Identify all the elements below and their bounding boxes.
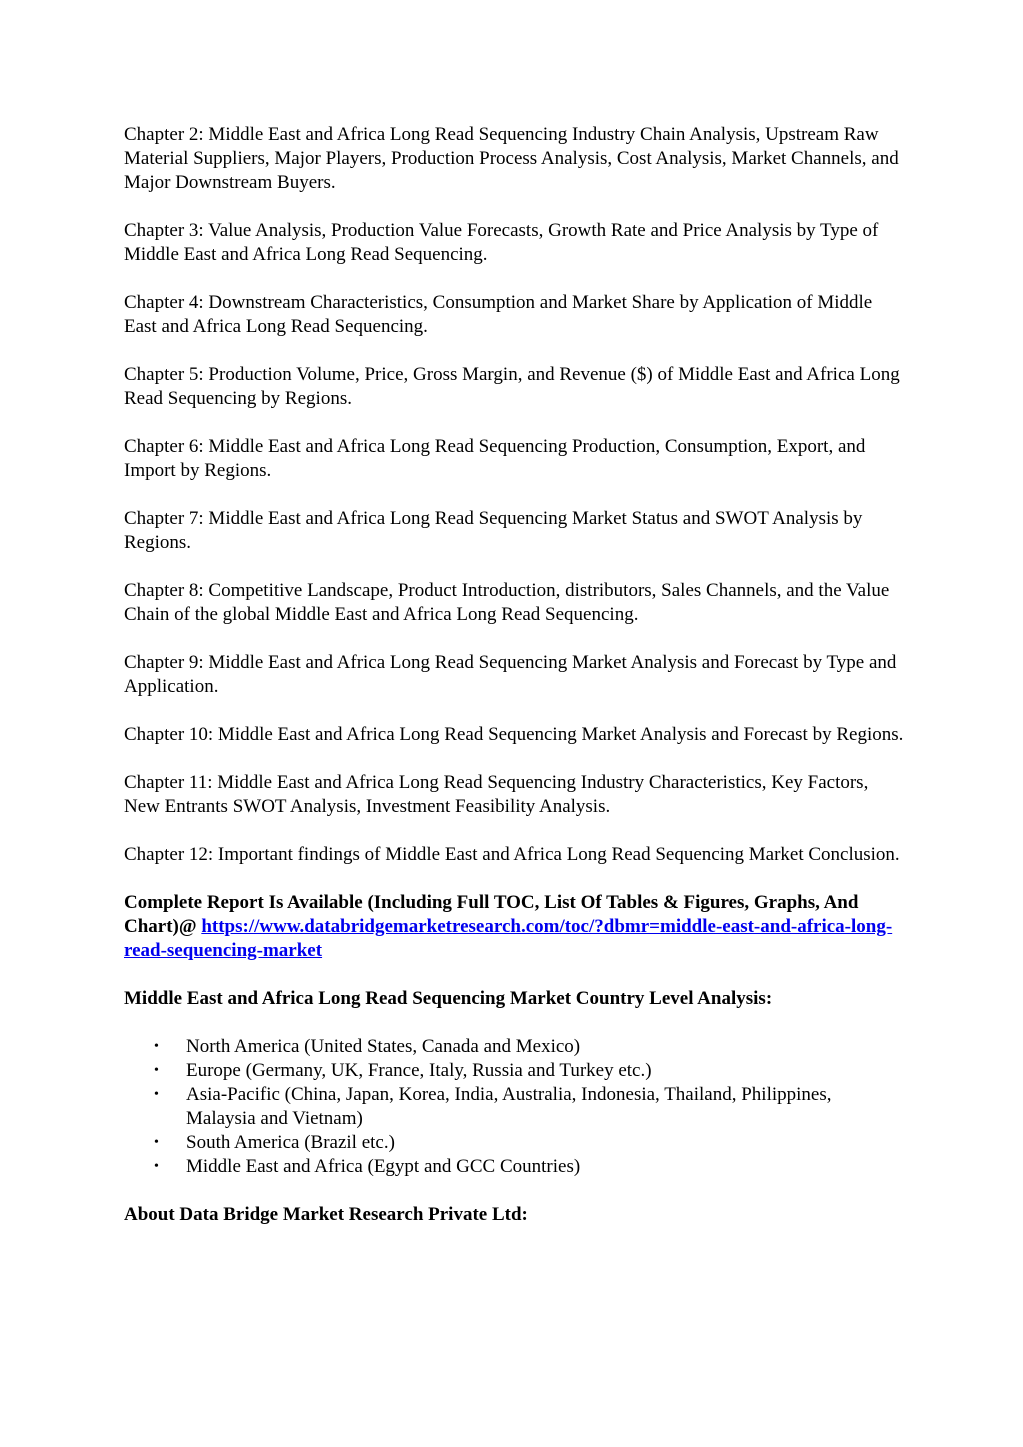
chapter-3-paragraph: Chapter 3: Value Analysis, Production Value Forecasts, Growth Rate and Price Analysis by Type of Middle East and Africa Long Read Sequencing. [124,220,879,265]
complete-report-paragraph [124,891,904,963]
bullet-icon: • [154,1063,159,1078]
chapter-6-paragraph: Chapter 6: Middle East and Africa Long Read Sequencing Production, Consumption, Export, and Import by Regions. [124,436,866,481]
list-item [124,1035,904,1059]
chapter-4-paragraph: Chapter 4: Downstream Characteristics, Consumption and Market Share by Application of Middle East and Africa Long Read Sequencing. [124,292,873,337]
region-label: North America (United States, Canada and Mexico) [186,1036,581,1057]
chapter-8-paragraph: Chapter 8: Competitive Landscape, Product Introduction, distributors, Sales Channels, and the Value Chain of the global Middle East and Africa Long Read Sequencing. [124,580,890,625]
list-item [124,1155,904,1179]
chapter-9-paragraph: Chapter 9: Middle East and Africa Long Read Sequencing Market Analysis and Forecast by Type and Application. [124,652,897,697]
chapter-10-paragraph: Chapter 10: Middle East and Africa Long Read Sequencing Market Analysis and Forecast by Regions. [124,724,904,745]
chapter-11-paragraph: Chapter 11: Middle East and Africa Long Read Sequencing Industry Characteristics, Key Factors, New Entrants SWOT Analysis, Investment Feasibility Analysis. [124,772,869,817]
list-item [124,1059,904,1083]
region-list [124,1035,904,1179]
list-item [124,1083,904,1131]
bullet-icon: • [154,1039,159,1054]
country-analysis-heading: Middle East and Africa Long Read Sequencing Market Country Level Analysis: [124,988,773,1009]
list-item [124,1131,904,1155]
region-label: Middle East and Africa (Egypt and GCC Countries) [186,1156,581,1177]
document-page [124,123,904,1251]
region-label: South America (Brazil etc.) [186,1132,395,1153]
chapter-2-paragraph: Chapter 2: Middle East and Africa Long Read Sequencing Industry Chain Analysis, Upstream Raw Material Suppliers, Major Players, Production Process Analysis, Cost Analysis, Market Channels, and Major Downstream Buyers. [124,124,899,193]
about-heading: About Data Bridge Market Research Private Ltd: [124,1204,528,1225]
region-label: Asia-Pacific (China, Japan, Korea, India, Australia, Indonesia, Thailand, Philippines, Malaysia and Vietnam) [186,1084,832,1129]
bullet-icon: • [154,1159,159,1174]
report-toc-link[interactable]: https://www.databridgemarketresearch.com/toc/?dbmr=middle-east-and-africa-long-read-sequencing-market [124,916,893,961]
bullet-icon: • [154,1087,159,1102]
bullet-icon: • [154,1135,159,1150]
complete-report-prefix: Complete Report Is Available (Including Full TOC, List Of Tables & Figures, Graphs, And Chart)@ [124,892,859,937]
chapter-12-paragraph: Chapter 12: Important findings of Middle East and Africa Long Read Sequencing Market Conclusion. [124,844,900,865]
chapter-7-paragraph: Chapter 7: Middle East and Africa Long Read Sequencing Market Status and SWOT Analysis by Regions. [124,508,863,553]
region-label: Europe (Germany, UK, France, Italy, Russia and Turkey etc.) [186,1060,652,1081]
chapter-5-paragraph: Chapter 5: Production Volume, Price, Gross Margin, and Revenue ($) of Middle East and Africa Long Read Sequencing by Regions. [124,364,900,409]
